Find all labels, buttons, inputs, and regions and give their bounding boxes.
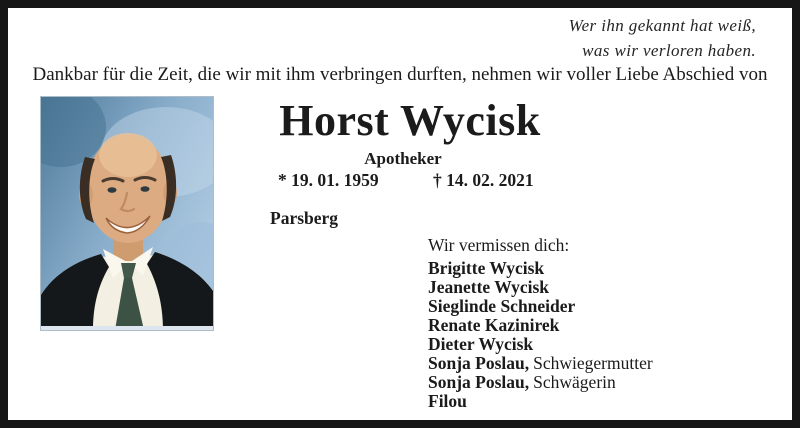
place-name: Parsberg	[270, 208, 339, 228]
mourner-row	[428, 297, 653, 316]
mourner-row	[428, 316, 653, 335]
intro-line: Dankbar für die Zeit, die wir mit ihm verbringen durften, nehmen wir voller Liebe Abschied von	[32, 64, 768, 85]
mourner-name: Renate Kazinirek	[428, 315, 560, 335]
quote-line-1: Wer ihn gekannt hat weiß,	[568, 16, 756, 35]
quote-line-2: was wir verloren haben.	[582, 40, 756, 60]
mourner-name: Sonja Poslau,	[428, 353, 530, 373]
mourner-row	[428, 259, 653, 278]
mourner-name: Jeanette Wycisk	[428, 277, 550, 297]
birth-date: * 19. 01. 1959	[278, 170, 379, 190]
deceased-name: Horst Wycisk	[279, 96, 541, 145]
deceased-profession: Apotheker	[364, 149, 442, 168]
mourning-intro: Wir vermissen dich:	[428, 235, 570, 255]
death-date: † 14. 02. 2021	[433, 170, 534, 190]
mourner-row	[428, 278, 653, 297]
memorial-quote	[569, 14, 756, 63]
mourner-row	[428, 335, 653, 354]
mourner-row	[428, 354, 653, 373]
portrait-photo	[41, 97, 213, 330]
mourner-name: Dieter Wycisk	[428, 334, 534, 354]
mourner-row	[428, 373, 653, 392]
mourner-relation: Schwiegermutter	[533, 353, 653, 373]
mourner-name: Filou	[428, 391, 467, 411]
mourner-relation: Schwägerin	[533, 372, 616, 392]
mourner-name: Brigitte Wycisk	[428, 258, 545, 278]
mourner-row	[428, 392, 653, 411]
mourner-name: Sonja Poslau,	[428, 372, 530, 392]
mourners-list	[428, 259, 653, 411]
mourner-name: Sieglinde Schneider	[428, 296, 576, 316]
